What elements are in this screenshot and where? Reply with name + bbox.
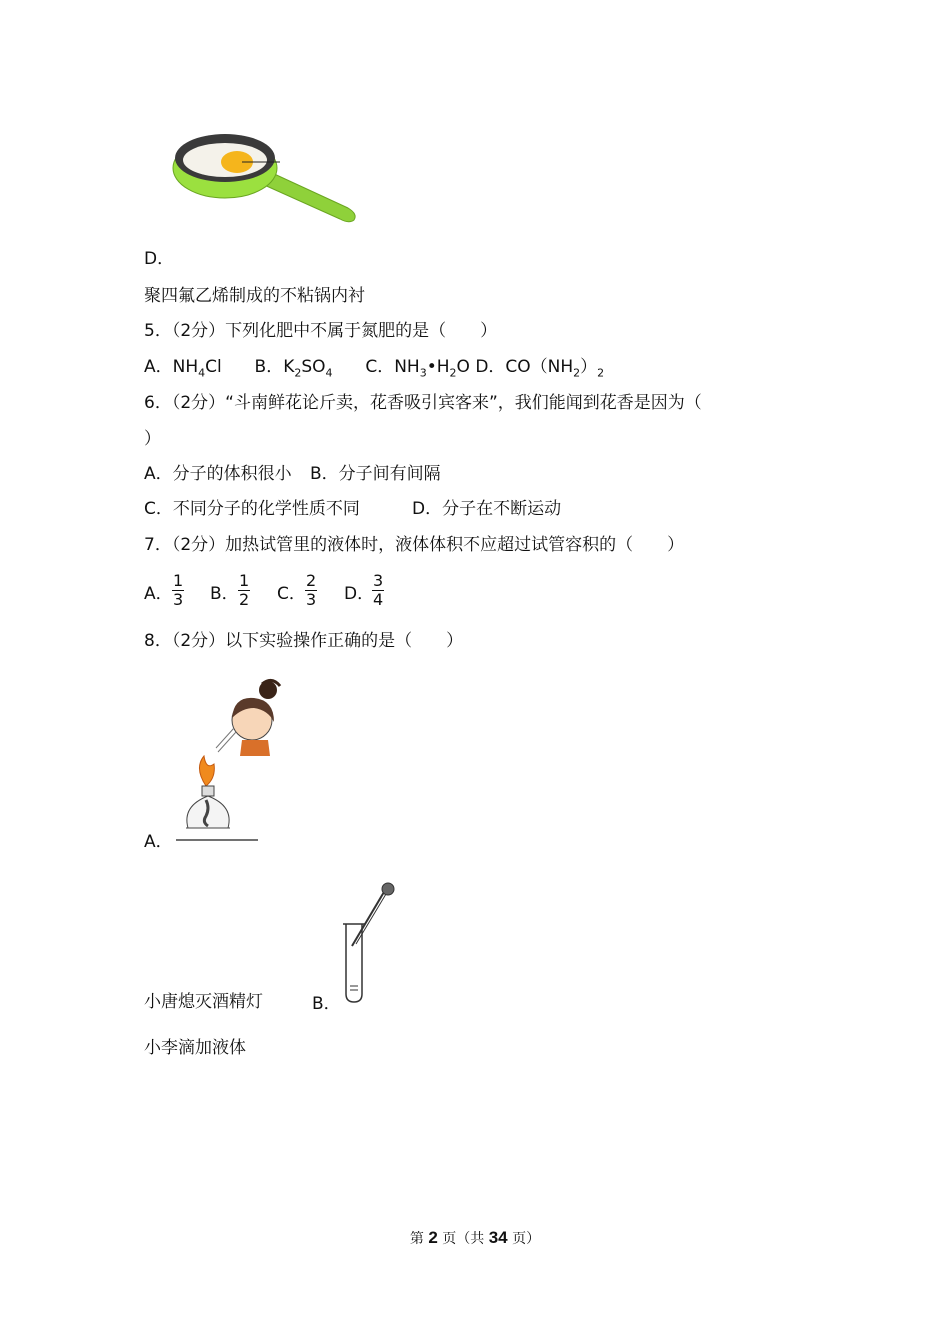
q6-option-d: D．分子在不断运动 bbox=[412, 499, 562, 519]
q6-option-a: A．分子的体积很小 bbox=[144, 464, 292, 484]
q5-option-d: D．$CO(NH_2)_2$ bbox=[475, 357, 605, 380]
q7-option-b-fraction: $\frac{1}{2}$ bbox=[239, 571, 250, 609]
q6-stem-line2: ） bbox=[144, 429, 161, 449]
q8-option-a-label: A． bbox=[144, 832, 173, 852]
q6-stem-line1: 6．（2分）“斗南鲜花论斤卖，花香吸引宾客来”，我们能闻到花香是因为（ bbox=[144, 393, 702, 413]
q4-option-d-label: D． bbox=[144, 249, 175, 269]
dropper-test-tube-image bbox=[338, 882, 398, 1008]
blow-out-alcohol-lamp-image bbox=[176, 678, 286, 846]
q5-options bbox=[144, 356, 604, 384]
q7-option-d-label: D． bbox=[344, 584, 375, 604]
q7-option-b-label: B． bbox=[210, 584, 239, 604]
page-footer: 第 2 页（共 34 页） bbox=[409, 1228, 541, 1247]
q7-option-d-fraction: $\frac{3}{4}$ bbox=[373, 571, 384, 609]
q8-option-b-caption: 小李滴加液体 bbox=[144, 1038, 246, 1058]
q5-option-c: C．$NH_3•H_2O$ bbox=[365, 357, 470, 380]
q5-stem: 5．（2分）下列化肥中不属于氮肥的是（ ） bbox=[144, 321, 498, 341]
q8-option-b-label: B． bbox=[312, 994, 341, 1014]
q4-option-d-caption: 聚四氟乙烯制成的不粘锅内衬 bbox=[144, 286, 365, 306]
current-page-number: 2 bbox=[428, 1228, 438, 1247]
q7-option-a-label: A． bbox=[144, 584, 173, 604]
q7-option-c-fraction: $\frac{2}{3}$ bbox=[306, 571, 317, 609]
q6-option-c: C．不同分子的化学性质不同 bbox=[144, 499, 360, 519]
q5-option-b: B．$K_2SO_4$ bbox=[254, 357, 333, 380]
q5-option-a: A．$NH_4Cl$ bbox=[144, 357, 222, 380]
frying-pan-image bbox=[170, 120, 365, 230]
q7-stem: 7．（2分）加热试管里的液体时，液体体积不应超过试管容积的（ ） bbox=[144, 535, 685, 555]
q7-option-a-fraction: $\frac{1}{3}$ bbox=[173, 571, 184, 609]
total-page-count: 34 bbox=[488, 1228, 508, 1247]
q8-stem: 8．（2分）以下实验操作正确的是（ ） bbox=[144, 631, 464, 651]
q6-option-b: B．分子间有间隔 bbox=[310, 464, 441, 484]
q8-option-a-caption: 小唐熄灭酒精灯 bbox=[144, 992, 263, 1012]
q7-option-c-label: C． bbox=[277, 584, 306, 604]
